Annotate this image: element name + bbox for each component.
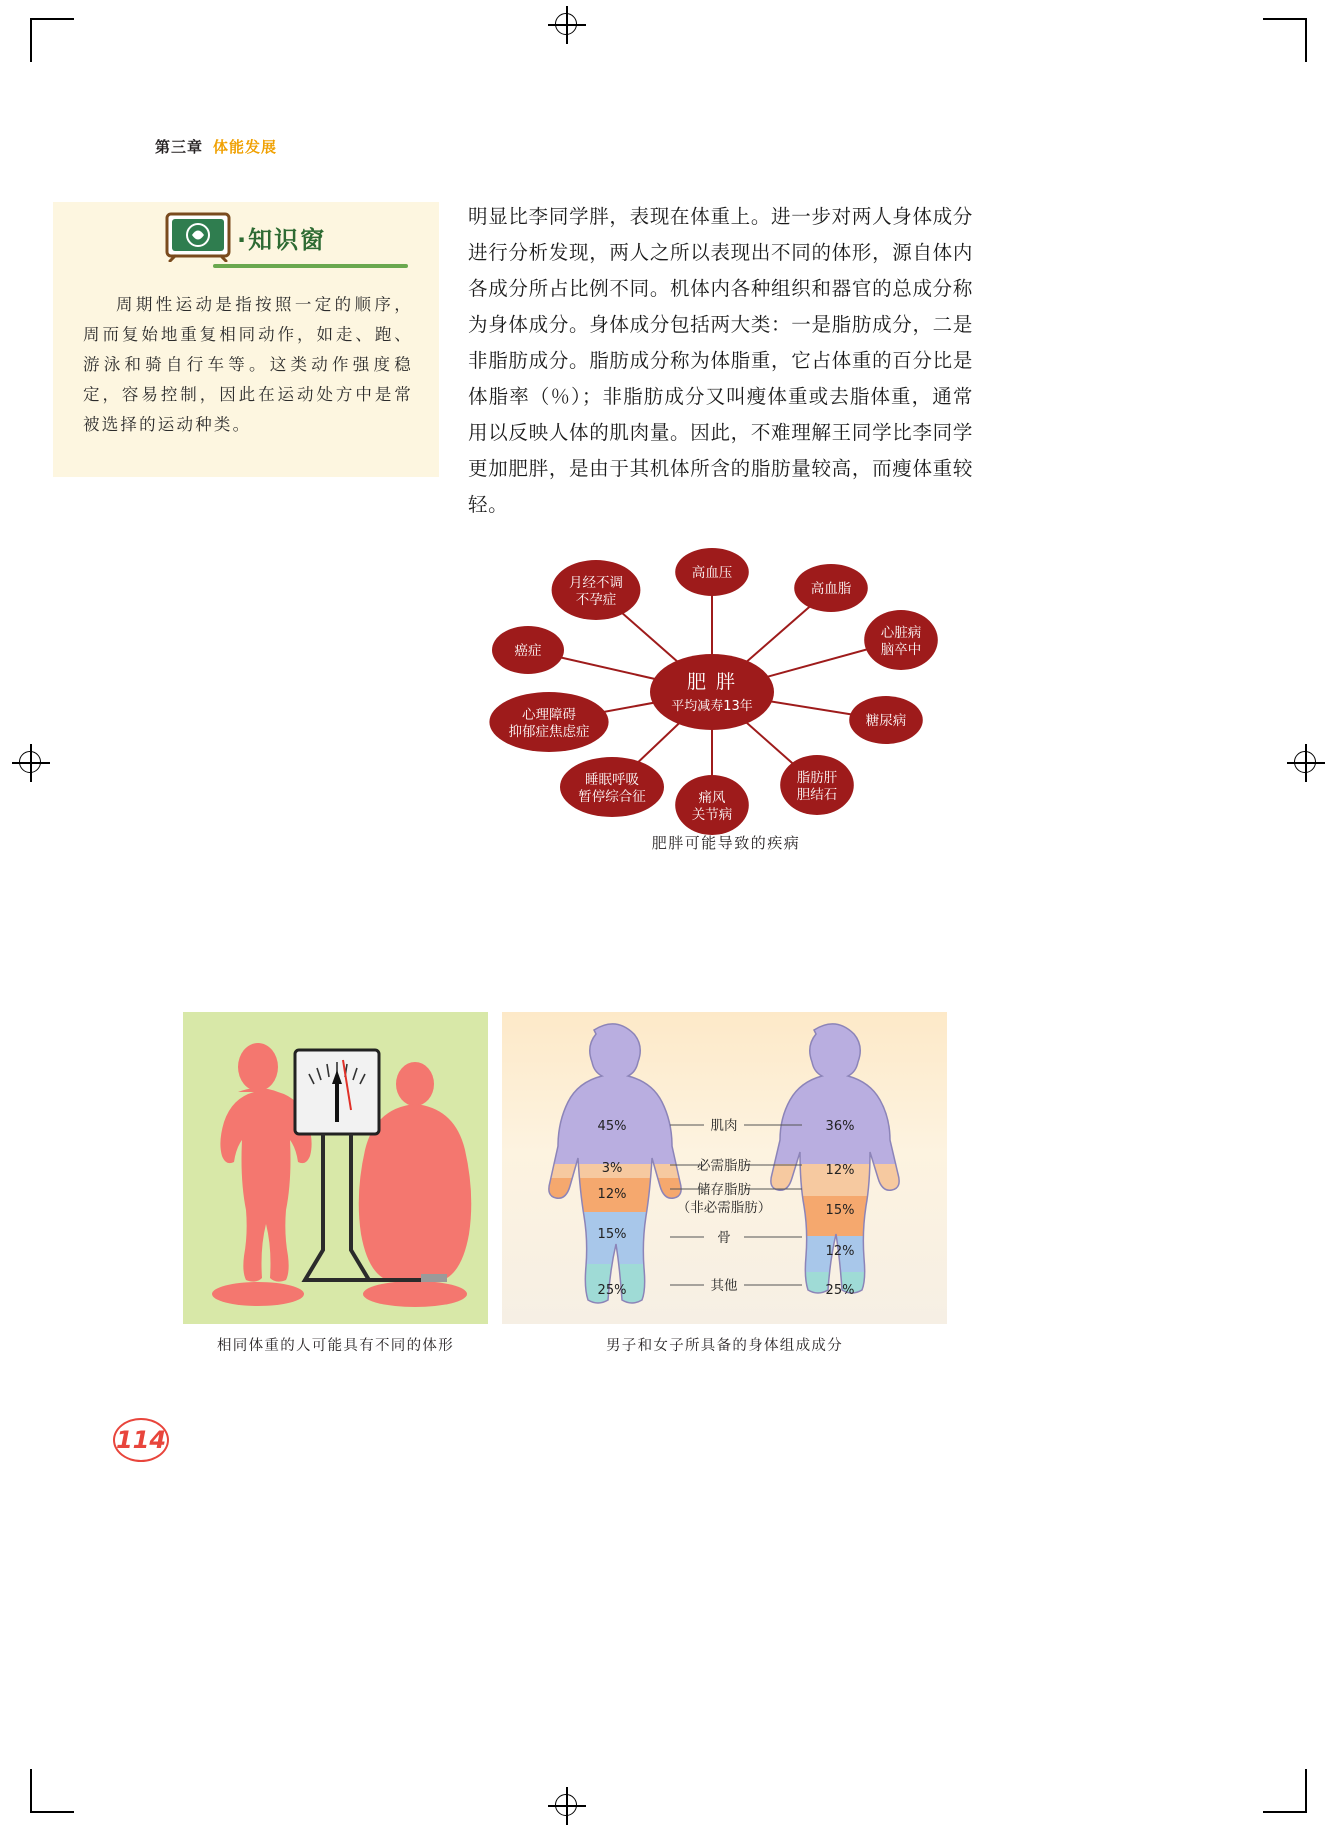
diagram-node-label: 心脏病 <box>880 625 922 641</box>
crop-mark-bottom-left <box>30 1769 74 1813</box>
female-percent-3: 12% <box>825 1244 855 1259</box>
page-number: 114 <box>113 1418 169 1462</box>
knowledge-window-box <box>53 202 439 477</box>
diagram-node-label: 痛风 <box>698 790 726 806</box>
male-silhouette <box>542 1012 722 1324</box>
row-label-4: 骨 <box>717 1230 731 1246</box>
registration-mark-right <box>1287 744 1325 782</box>
diagram-node-label: 心理障碍 <box>522 707 576 723</box>
female-percent-4: 25% <box>825 1283 855 1298</box>
female-silhouette <box>762 1012 947 1324</box>
row-label-5: 其他 <box>710 1278 738 1294</box>
diagram-node-label: 高血脂 <box>810 581 852 597</box>
registration-mark-bottom <box>548 1787 586 1825</box>
diagram-center-subtitle: 平均减寿13年 <box>671 699 753 714</box>
diagram-node-label: 暂停综合征 <box>578 789 646 805</box>
female-percent-1: 12% <box>825 1163 855 1178</box>
registration-mark-top <box>548 6 586 44</box>
crop-mark-top-left <box>30 18 74 62</box>
knowledge-window-header <box>53 202 439 268</box>
diagram-node-label: 糖尿病 <box>865 713 907 729</box>
figure-right-caption: 男子和女子所具备的身体组成成分 <box>606 1338 843 1354</box>
crop-mark-bottom-right <box>1263 1769 1307 1813</box>
row-label-2: 储存脂肪 <box>697 1182 751 1198</box>
diagram-node-label: 抑郁症焦虑症 <box>508 724 590 740</box>
body-paragraph-1: 明显比李同学胖，表现在体重上。进一步对两人身体成分进行分析发现，两人之所以表现出不同的体形，源自体内各成分所占比例不同。机体内各种组织和器官的总成分称为身体成分。身体成分包括两大类：一是脂肪成分，二是非脂肪成分。脂肪成分称为体脂重，它占体重的百分比是体脂率（％）；非脂肪成分又叫瘦体重或去脂体重，通常用以反映人体的肌肉量。因此，不难理解王同学比李同学更加肥胖，是由于其机体所含的脂肪量较高，而瘦体重较轻。 <box>468 207 973 516</box>
crop-mark-top-right <box>1263 18 1307 62</box>
male-percent-3: 15% <box>597 1227 627 1242</box>
registration-mark-left <box>12 744 50 782</box>
male-percent-4: 25% <box>597 1283 627 1298</box>
diagram-node-label: 胆结石 <box>796 787 838 803</box>
chapter-number: 第三章 <box>155 138 204 156</box>
figure-same-weight-different-shape <box>183 1012 488 1324</box>
row-label-0: 肌肉 <box>710 1118 738 1134</box>
knowledge-window-title: ·知识窗 <box>237 226 327 254</box>
body-composition-svg <box>502 1012 947 1324</box>
diagram-center-title: 肥 胖 <box>686 671 738 693</box>
knowledge-window-text: 周期性运动是指按照一定的顺序，周而复始地重复相同动作，如走、跑、游泳和骑自行车等。这类动作强度稳定，容易控制，因此在运动处方中是常被选择的运动种类。 <box>83 295 413 434</box>
diagram-node-label: 高血压 <box>691 565 733 581</box>
female-percent-0: 36% <box>825 1119 855 1134</box>
diagram-node-label: 癌症 <box>514 643 542 659</box>
diagram-node-label: 睡眠呼吸 <box>585 772 639 788</box>
title-underline <box>213 264 408 268</box>
blackboard-icon <box>165 212 231 262</box>
female-percent-2: 15% <box>825 1203 855 1218</box>
obesity-diagram-caption: 肥胖可能导致的疾病 <box>651 834 801 852</box>
diagram-node-label: 脑卒中 <box>880 642 922 658</box>
row-label-1: 必需脂肪 <box>697 1158 751 1174</box>
figure-body-composition <box>502 1012 947 1324</box>
diagram-node-label: 关节病 <box>691 807 733 823</box>
obesity-diagram-svg <box>466 520 986 860</box>
diagram-node-label: 月经不调 <box>569 575 623 591</box>
diagram-node-label: 脂肪肝 <box>796 770 838 786</box>
male-percent-1: 3% <box>601 1161 623 1176</box>
male-percent-0: 45% <box>597 1119 627 1134</box>
row-label-3: （非必需脂肪） <box>676 1200 772 1216</box>
figure-left-caption: 相同体重的人可能具有不同的体形 <box>217 1338 454 1354</box>
chapter-title: 体能发展 <box>213 138 278 156</box>
diagram-node-label: 不孕症 <box>575 592 617 608</box>
male-percent-2: 12% <box>597 1187 627 1202</box>
running-header <box>155 136 277 157</box>
obesity-diagram <box>466 520 986 860</box>
